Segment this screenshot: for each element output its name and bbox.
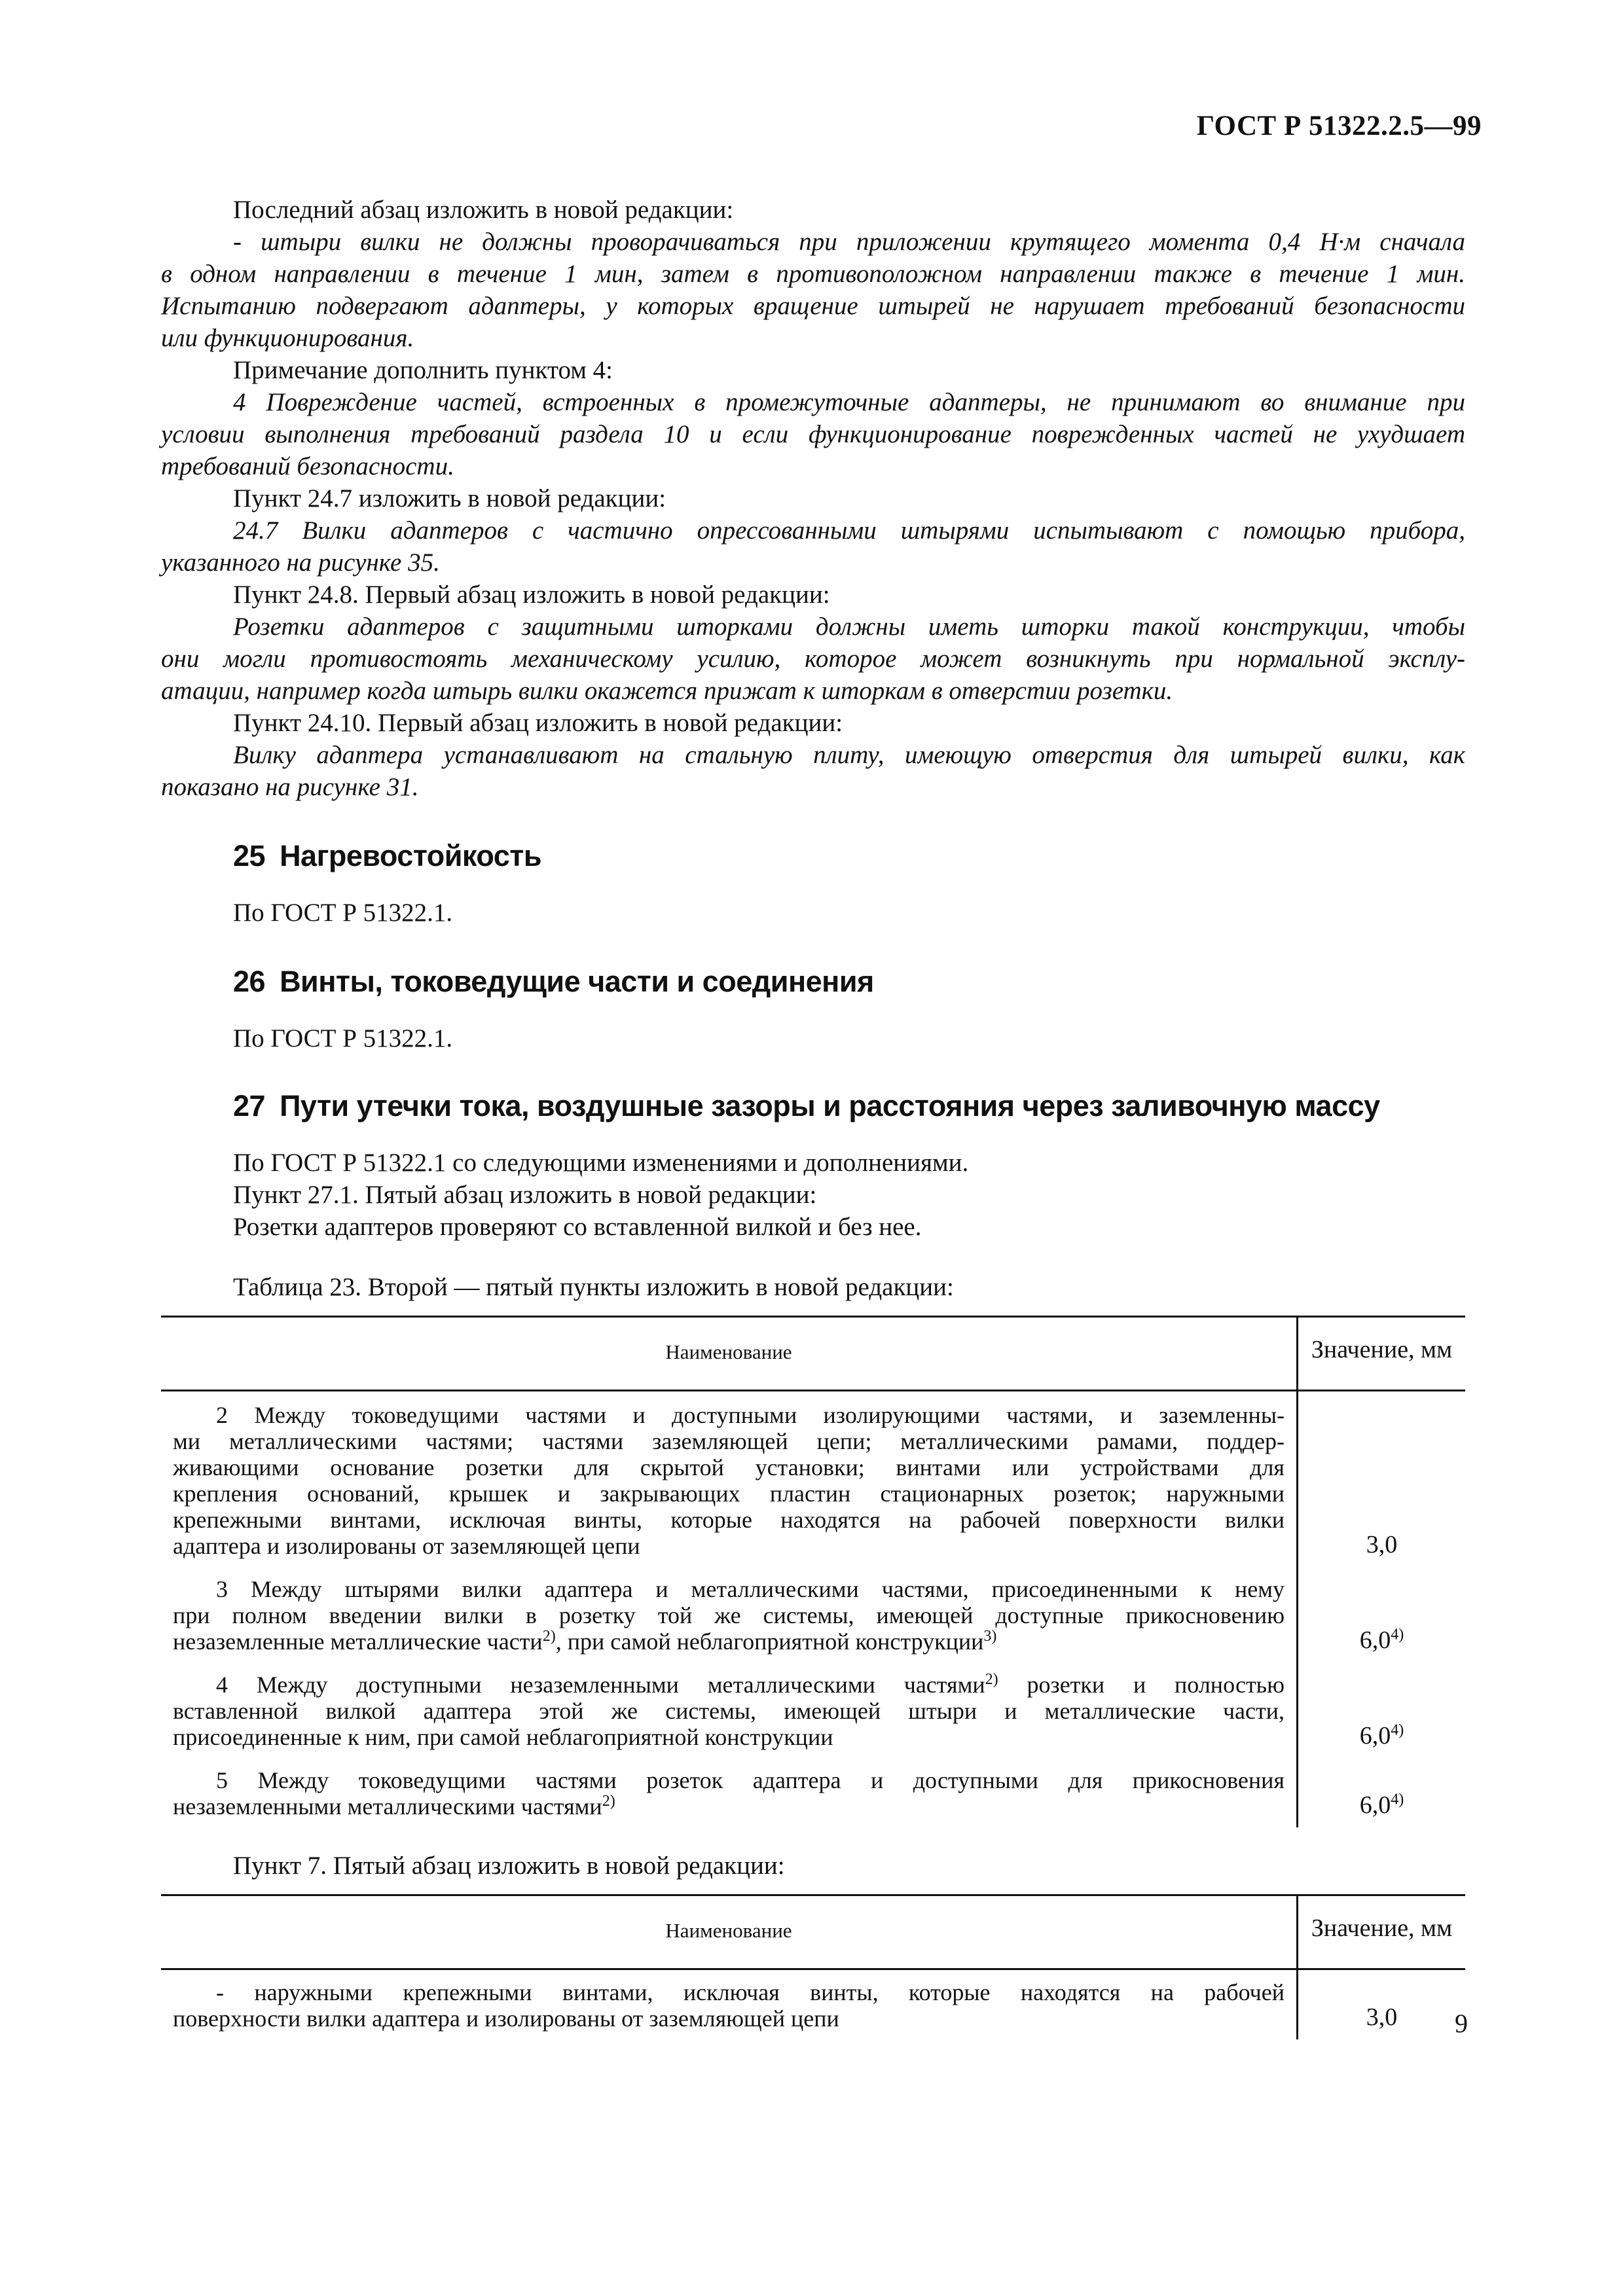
cell-line-part: незаземленными металлическими частями (173, 1793, 602, 1820)
cell-line: адаптера и изолированы от заземляющей цепи (173, 1533, 640, 1559)
document-header: ГОСТ Р 51322.2.5—99 (1196, 111, 1482, 141)
table-row (161, 1662, 1465, 1758)
paragraph-line: Пункт 24.8. Первый абзац изложить в новой редакции: (233, 581, 830, 609)
section-number: 27 (233, 1089, 266, 1122)
footnote-ref: 2) (542, 1628, 556, 1645)
section-number: 26 (233, 965, 266, 998)
paragraph-line: требований безопасности. (161, 452, 454, 480)
column-header-value: Значение, мм (1298, 1317, 1466, 1391)
cell-line: - наружными крепежными винтами, исключая винты, которые находятся на рабочей (216, 1979, 1285, 2005)
section-text: Розетки адаптеров проверяют со вставленной вилкой и без нее. (233, 1213, 922, 1241)
value-cell: 3,0 (1366, 1531, 1398, 1558)
value-text: 6,0 (1359, 1722, 1391, 1749)
cell-line: живающими основание розетки для скрытой установки; винтами или устройствами для (173, 1454, 1285, 1480)
cell-line (173, 1628, 1285, 1655)
cell-line-part: незаземленные металлические части (173, 1628, 543, 1655)
page-number: 9 (1455, 2009, 1468, 2038)
value-cell (1298, 1662, 1466, 1758)
paragraph-line: атации, например когда штырь вилки окажется прижат к шторкам в отверстии розетки. (161, 677, 1173, 705)
footnote-ref: 4) (1391, 1791, 1404, 1808)
cell-line: 2 Между токоведущими частями и доступными изолирующими частями, и заземленны- (216, 1402, 1285, 1428)
paragraph-line: или функционирования. (161, 324, 414, 352)
footnote-ref: 2) (985, 1671, 998, 1688)
table-item-7 (161, 1894, 1465, 2039)
cell-line: 3 Между штырями вилки адаптера и металлическими частями, присоединенными к нему (216, 1576, 1285, 1602)
value-text: 6,0 (1359, 1791, 1391, 1819)
footnote-ref: 4) (1391, 1721, 1404, 1739)
paragraph-line: указанного на рисунке 35. (161, 548, 440, 577)
paragraph-line: - штыри вилки не должны проворачиваться при приложении крутящего момента 0,4 Н·м сначала (233, 228, 1465, 256)
paragraph-line: 24.7 Вилки адаптеров с частично опрессованными штырями испытывают с помощью прибора, (233, 516, 1465, 545)
paragraph-line: Последний абзац изложить в новой редакции: (233, 196, 734, 224)
value-cell: 3,0 (1366, 2003, 1398, 2031)
cell-line: ми металлическими частями; частями заземляющей цепи; металлическими рамами, поддер- (173, 1428, 1285, 1454)
section-title: Пути утечки тока, воздушные зазоры и расстояния через заливочную массу (280, 1089, 1380, 1122)
column-header-name: Наименование (161, 1895, 1298, 1969)
paragraph-line: Пункт 7. Пятый абзац изложить в новой редакции: (233, 1852, 785, 1880)
section-number: 25 (233, 839, 266, 872)
section-text: Пункт 27.1. Пятый абзац изложить в новой редакции: (233, 1181, 817, 1209)
value-cell (1298, 1758, 1466, 1827)
paragraph-line: Примечание дополнить пунктом 4: (233, 356, 613, 384)
column-header-value: Значение, мм (1298, 1895, 1466, 1969)
footnote-ref: 2) (602, 1793, 615, 1810)
table-23 (161, 1316, 1465, 1827)
cell-line: крепления оснований, крышек и закрывающих пластин стационарных розеток; наружными (173, 1480, 1285, 1507)
table-row (161, 1758, 1465, 1827)
table-cell (161, 1969, 1298, 2040)
paragraph-line: Розетки адаптеров с защитными шторками должны иметь шторки такой конструкции, чтобы (233, 613, 1465, 641)
section-text: По ГОСТ Р 51322.1. (233, 899, 453, 927)
footnote-ref: 4) (1391, 1626, 1404, 1643)
value-text: 6,0 (1359, 1626, 1391, 1654)
cell-line: вставленной вилкой адаптера этой же системы, имеющей штыри и металлические части, (173, 1698, 1285, 1724)
table-header-row (161, 1317, 1465, 1391)
cell-line: присоединенные к ним, при самой неблагоприятной конструкции (173, 1724, 833, 1750)
table-cell (161, 1567, 1298, 1662)
table-row (161, 1567, 1465, 1662)
paragraph-line: в одном направлении в течение 1 мин, затем в противоположном направлении также в течение 1 мин. (161, 260, 1465, 288)
table-cell (161, 1662, 1298, 1758)
value-cell (1298, 1567, 1466, 1662)
cell-line: 5 Между токоведущими частями розеток адаптера и доступными для прикосновения (216, 1767, 1285, 1793)
section-title: Нагревостойкость (280, 839, 541, 872)
cell-line (173, 1672, 1285, 1698)
table-cell (161, 1758, 1298, 1827)
paragraph-line: Пункт 24.7 изложить в новой редакции: (233, 484, 666, 512)
paragraph-line: показано на рисунке 31. (161, 773, 419, 801)
footnote-ref: 3) (983, 1628, 997, 1645)
section-text: По ГОСТ Р 51322.1 со следующими изменениями и дополнениями. (233, 1149, 969, 1177)
table-header-row (161, 1895, 1465, 1969)
cell-line-part: , при самой неблагоприятной конструкции (555, 1628, 984, 1655)
cell-line: поверхности вилки адаптера и изолированы от заземляющей цепи (173, 2005, 839, 2032)
section-text: По ГОСТ Р 51322.1. (233, 1024, 453, 1052)
paragraph-line: они могли противостоять механическому усилию, которое может возникнуть при нормальной эксплу- (161, 645, 1465, 673)
paragraph-line: Испытанию подвергают адаптеры, у которых вращение штырей не нарушает требований безопасности (161, 292, 1465, 320)
section-heading (233, 965, 874, 999)
section-heading (233, 1089, 1380, 1123)
section-title: Винты, токоведущие части и соединения (280, 965, 874, 998)
table-row (161, 1391, 1465, 1568)
table-cell (161, 1391, 1298, 1568)
paragraph-line: Вилку адаптера устанавливают на стальную плиту, имеющую отверстия для штырей вилки, как (233, 741, 1465, 769)
paragraph-line: условии выполнения требований раздела 10 и если функционирование поврежденных частей не ухудшает (161, 420, 1465, 448)
table-row (161, 1969, 1465, 2040)
column-header-name: Наименование (161, 1317, 1298, 1391)
paragraph-line: Пункт 24.10. Первый абзац изложить в новой редакции: (233, 709, 843, 737)
cell-line (173, 1793, 1285, 1820)
cell-line-part: 4 Между доступными незаземленными металлическими частями (216, 1672, 985, 1698)
paragraph-line: 4 Повреждение частей, встроенных в промежуточные адаптеры, не принимают во внимание при (233, 388, 1465, 416)
cell-line: крепежными винтами, исключая винты, которые находятся на рабочей поверхности вилки (173, 1507, 1285, 1533)
cell-line-part: розетки и полностью (998, 1672, 1285, 1698)
table-caption: Таблица 23. Второй — пятый пункты изложить в новой редакции: (233, 1273, 954, 1301)
section-heading (233, 839, 541, 873)
cell-line: при полном введении вилки в розетку той же системы, имеющей доступные прикосновению (173, 1602, 1285, 1628)
